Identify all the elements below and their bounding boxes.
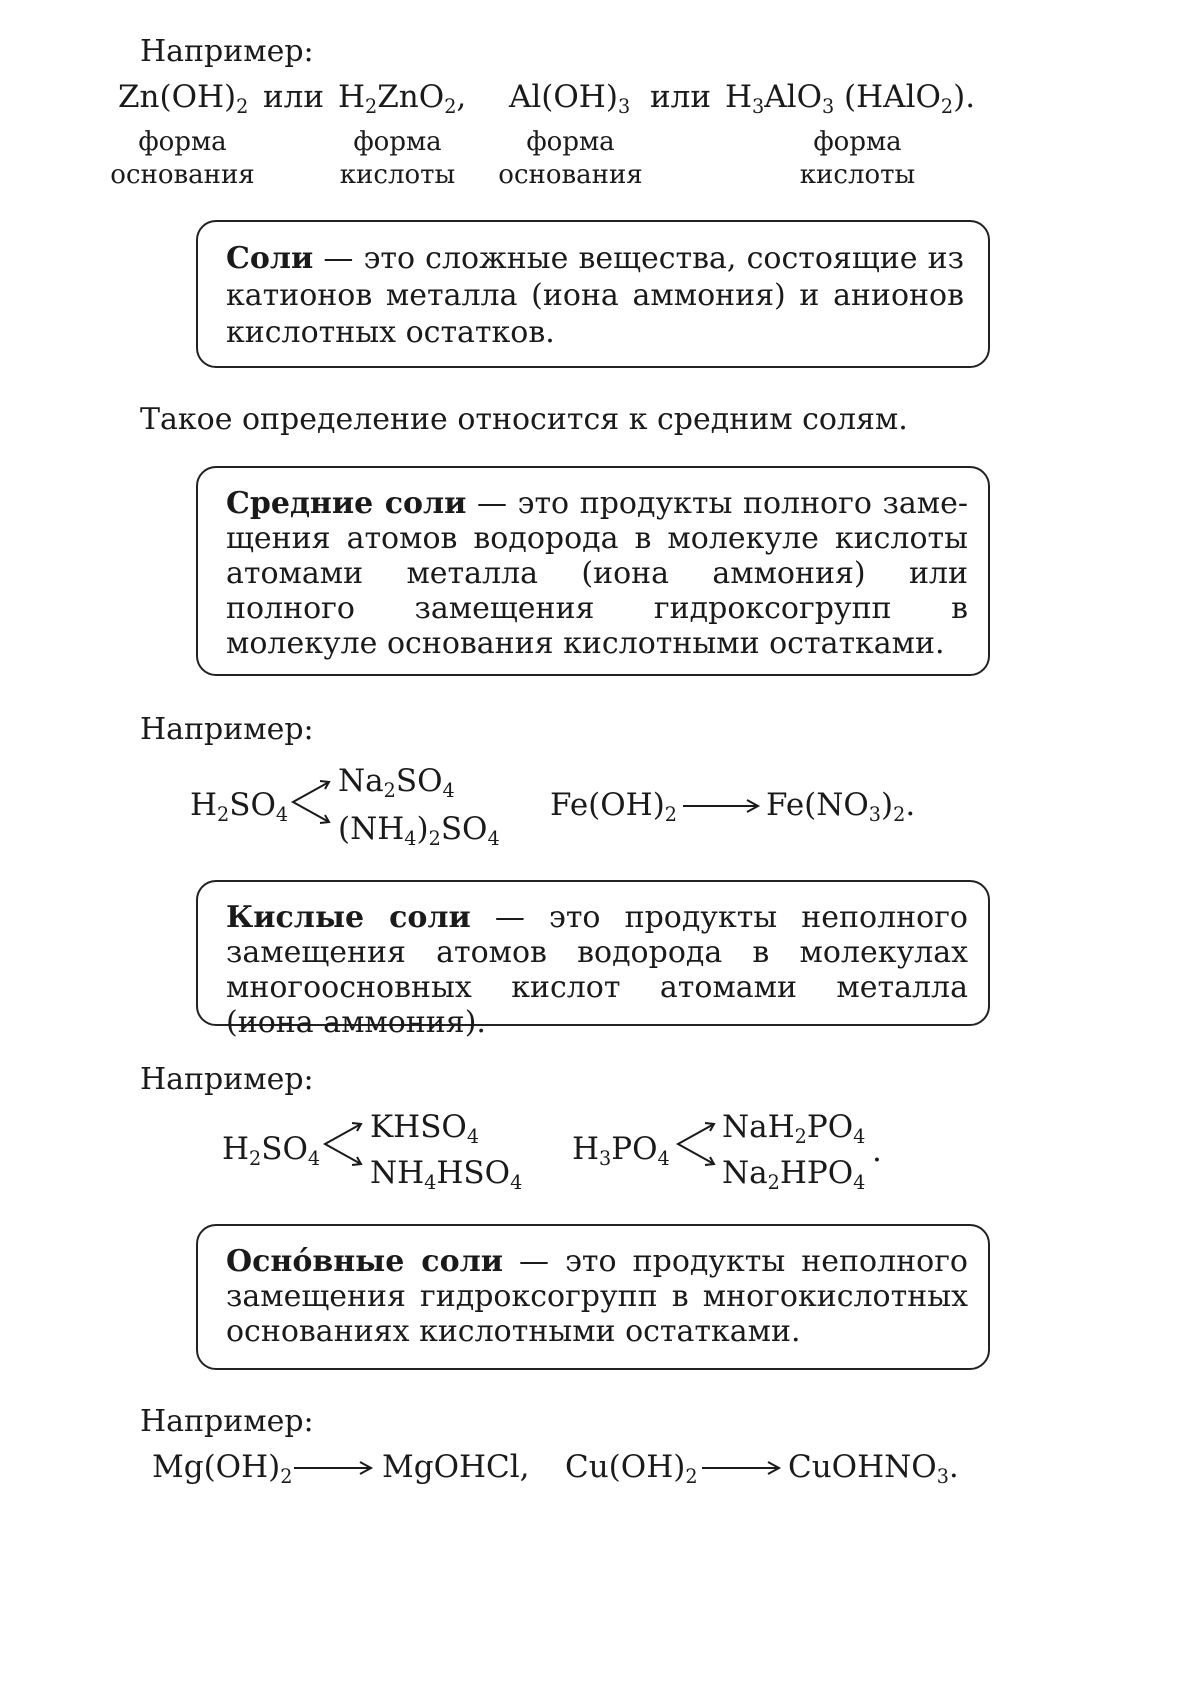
example-label: Например: (140, 1404, 314, 1439)
definition-basic-salts: Осно́вные соли — это продукты неполного замещения гидроксогрупп в многокислотных основаниях кислотными остатками. (226, 1244, 968, 1349)
term-basic-salts: Осно́вные соли (226, 1244, 503, 1279)
definition-acid-salts: Кислые соли — это продукты неполного замещения атомов водорода в молекулах многоосновных кислот атомами металла (иона аммония). (226, 900, 968, 1040)
formula-nh4-2so4: $(NH_4)_2SO_4$ (338, 811, 500, 851)
caption-base-form: форма основания (498, 127, 643, 190)
formula-nah2po4: $NaH_2PO_4$ (722, 1109, 866, 1149)
formula-nh4hso4: $NH_4HSO_4$ (370, 1155, 523, 1195)
branch-arrow-icon (319, 1118, 367, 1170)
formula-khso4: $KHSO_4$ (370, 1109, 480, 1149)
caption-acid-form: форма кислоты (799, 127, 916, 190)
reaction-arrow-icon (700, 1458, 782, 1478)
formula-h2zno2: $H_2ZnO_2$, (338, 79, 467, 119)
formula-zn-oh2: $Zn(OH)_2$ (118, 79, 249, 119)
reaction-arrow-icon (681, 796, 761, 816)
word-or: или (650, 79, 712, 115)
formula-cuohno3: CuOHNO$_3$. (788, 1449, 959, 1489)
definition-medium-salts: Средние соли — это продукты полного замещения атомов водорода в молекуле кислоты атомами металла (иона аммония) или полного замещения гидроксогрупп в молекуле основания кислотными остатками. (226, 486, 968, 661)
formula-mgohcl: MgOHCl, (382, 1449, 530, 1485)
word-or: или (263, 79, 325, 115)
formula-cu-oh2: $Cu(OH)_2$ (565, 1449, 698, 1489)
formula-h2so4: $H_2SO_4$ (190, 787, 289, 827)
term-medium-salts: Средние соли (226, 486, 467, 521)
medium-salts-note: Такое определение относится к средним солям. (140, 402, 908, 437)
formula-fe-oh2: $Fe(OH)_2$ (550, 787, 678, 827)
example-label: Например: (140, 1062, 314, 1097)
formula-na2hpo4: $Na_2HPO_4$ (722, 1155, 866, 1195)
period: . (872, 1133, 882, 1169)
term-salts: Соли (226, 241, 314, 276)
caption-acid-form: форма кислоты (339, 127, 456, 190)
formula-na2so4: $Na_2SO_4$ (338, 763, 455, 803)
formula-h3po4: $H_3PO_4$ (572, 1131, 670, 1171)
example-label: Например: (140, 34, 314, 69)
caption-base-form: форма основания (110, 127, 255, 190)
definition-salts: Соли — это сложные вещества, состоящие из катионов металла (иона аммония) и анионов кислотных остатков. (226, 241, 964, 350)
formula-mg-oh2: $Mg(OH)_2$ (152, 1449, 293, 1489)
term-acid-salts: Кислые соли (226, 900, 471, 935)
reaction-arrow-icon (292, 1458, 374, 1478)
branch-arrow-icon (287, 776, 335, 828)
formula-h3alo3: $H_3AlO_3$ (HAlO$_2$). (725, 79, 976, 119)
branch-arrow-icon (672, 1118, 720, 1170)
formula-fe-no3-2: $Fe(NO_3)_2$. (766, 787, 916, 827)
formula-al-oh3: $Al(OH)_3$ (509, 79, 631, 119)
example-label: Например: (140, 712, 314, 747)
formula-h2so4: $H_2SO_4$ (222, 1131, 321, 1171)
